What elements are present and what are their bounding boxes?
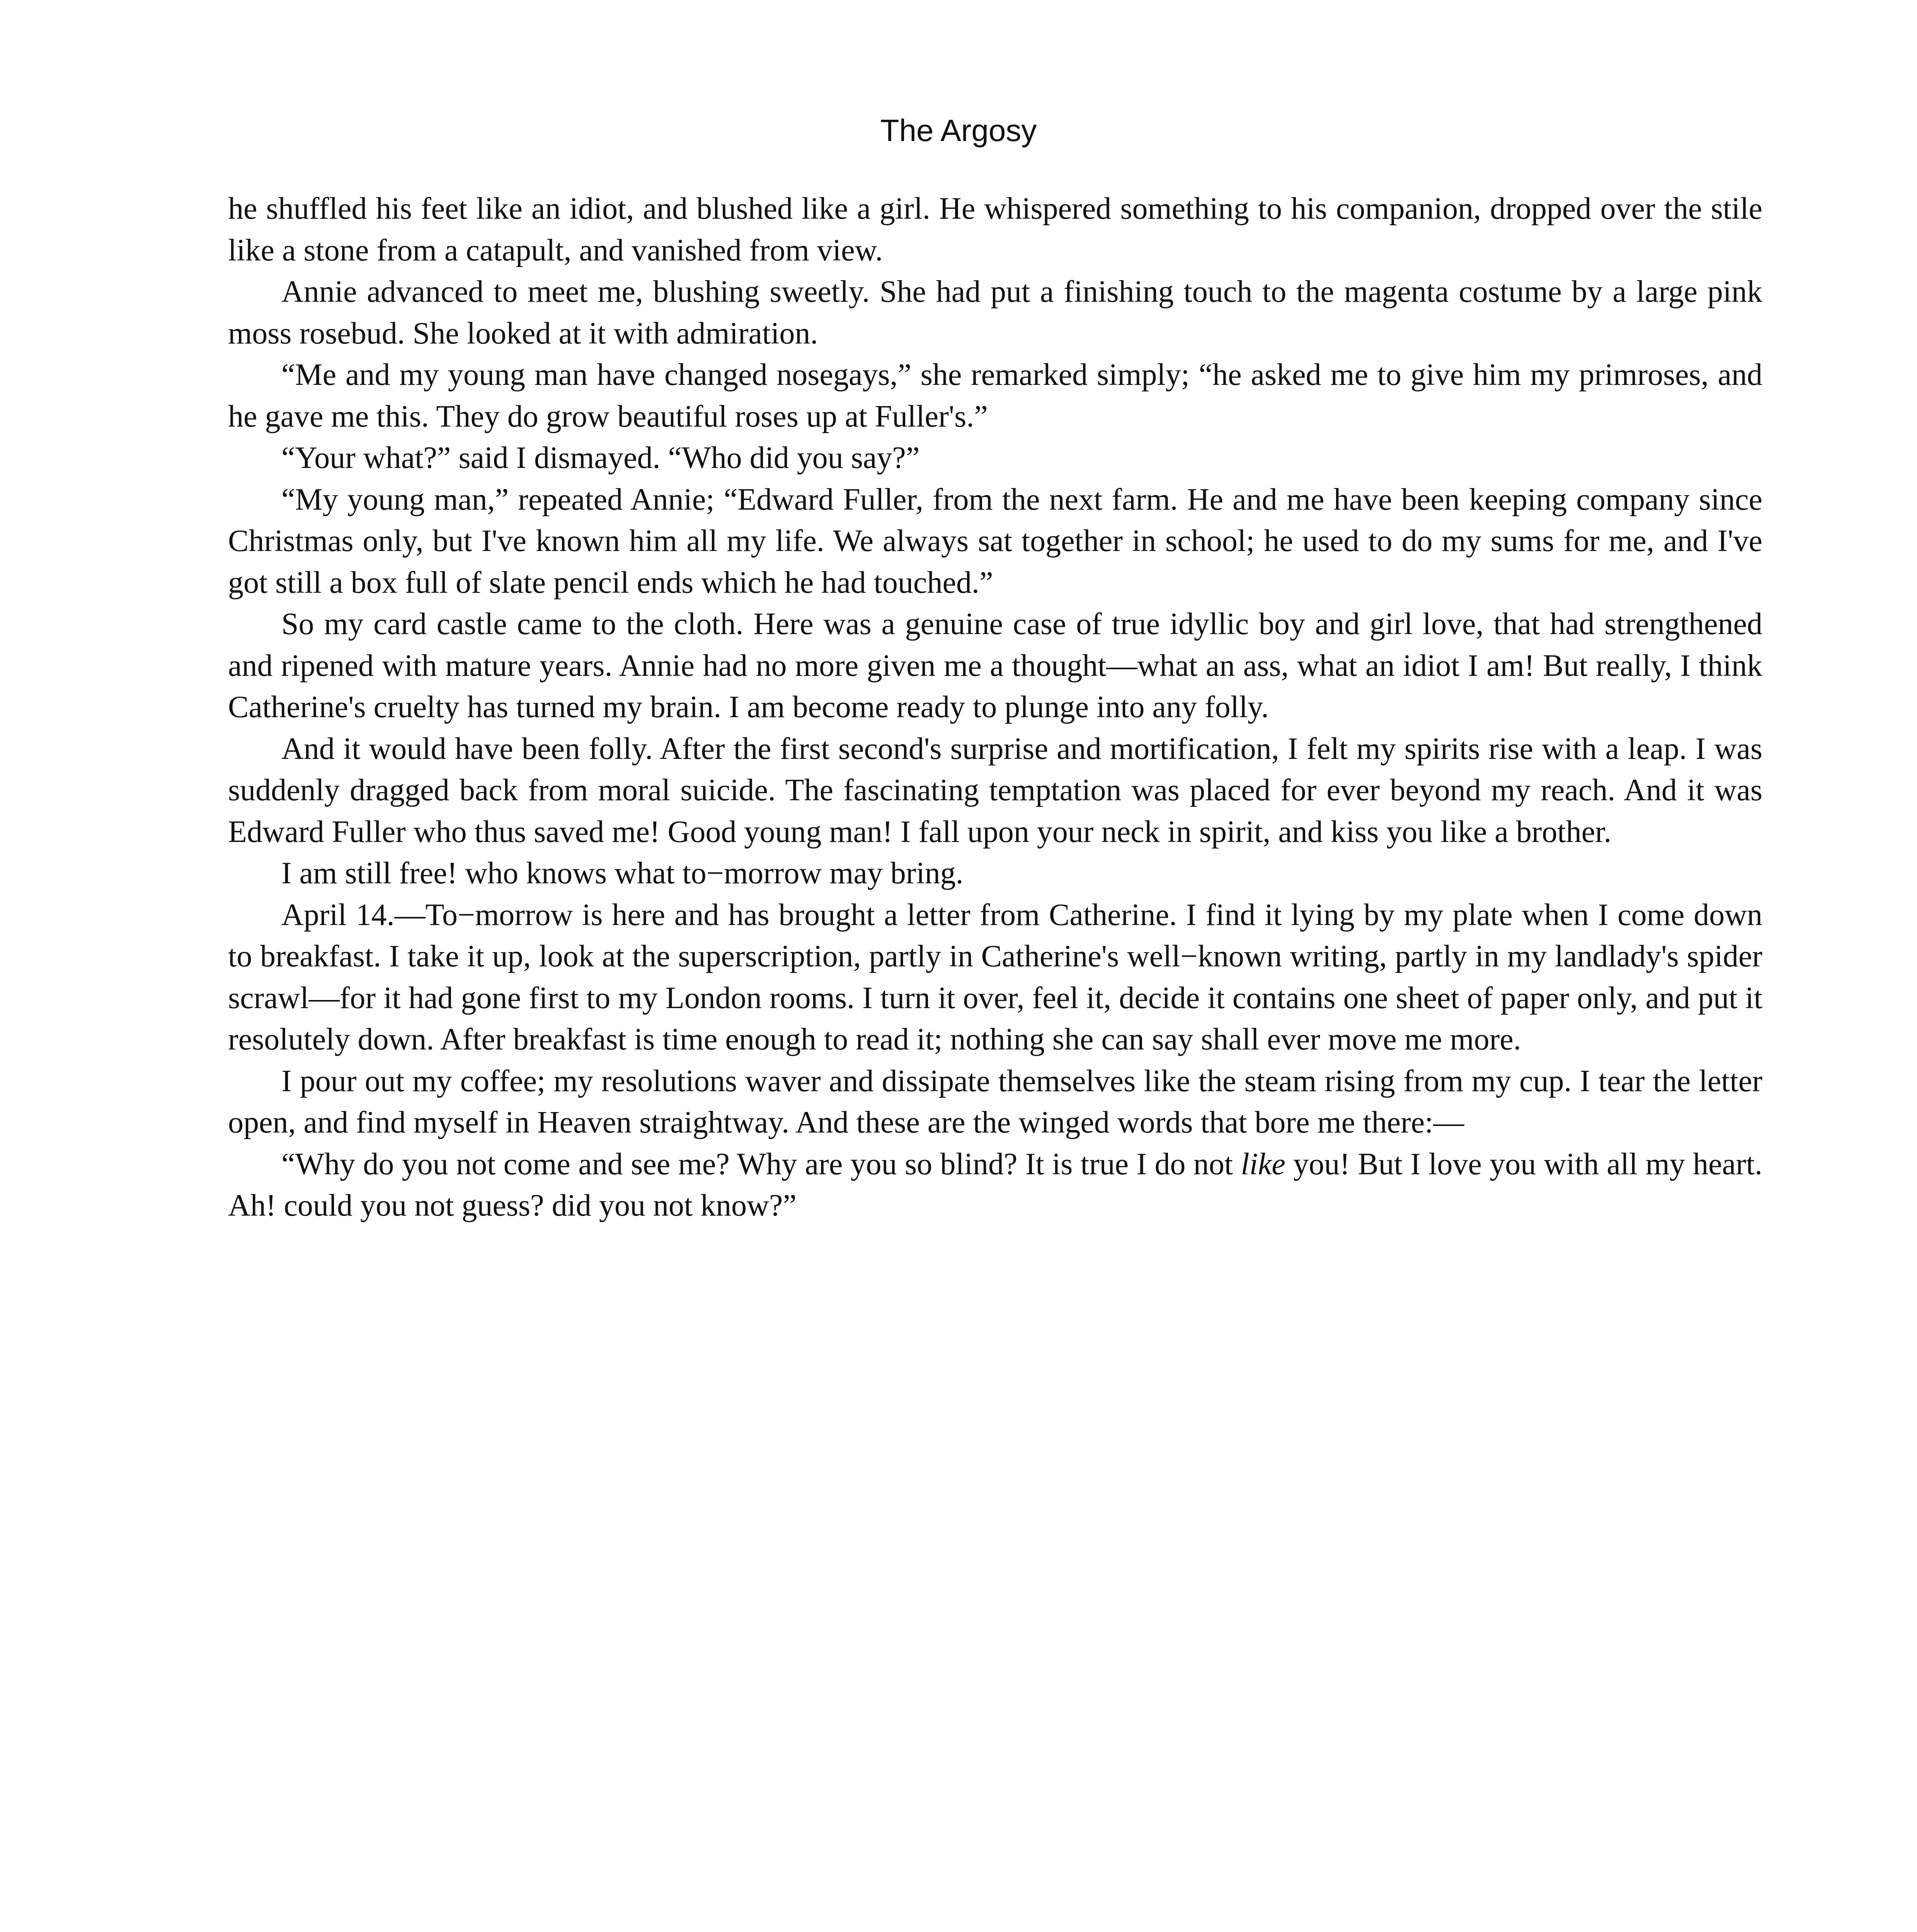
body-text bbox=[228, 188, 1762, 1227]
running-head: The Argosy bbox=[880, 113, 1037, 148]
emphasis-word: like bbox=[1241, 1147, 1285, 1181]
paragraph: Annie advanced to meet me, blushing sweetly. She had put a finishing touch to the magenta costume by a large pink moss rosebud. She looked at it with admiration. bbox=[228, 275, 1762, 350]
paragraph: April 14.—To−morrow is here and has brought a letter from Catherine. I find it lying by my plate when I come down to breakfast. I take it up, look at the superscription, partly in Catherine's well−known writing, partly in my landlady's spider scrawl—for it had gone first to my London rooms. I turn it over, feel it, decide it contains one sheet of paper only, and put it resolutely down. After breakfast is time enough to read it; nothing she can say shall ever move me more. bbox=[228, 898, 1762, 1056]
paragraph: And it would have been folly. After the first second's surprise and mortification, I felt my spirits rise with a leap. I was suddenly dragged back from moral suicide. The fascinating temptation was placed for ever beyond my reach. And it was Edward Fuller who thus saved me! Good young man! I fall upon your neck in spirit, and kiss you like a brother. bbox=[228, 731, 1762, 849]
paragraph: I am still free! who knows what to−morrow may bring. bbox=[281, 856, 964, 890]
paragraph: “My young man,” repeated Annie; “Edward Fuller, from the next farm. He and me have been keeping company since Christmas only, but I've known him all my life. We always sat together in school; he used to do my sums for me, and I've got still a box full of slate pencil ends which he had touched.” bbox=[228, 482, 1762, 600]
paragraph: I pour out my coffee; my resolutions waver and dissipate themselves like the steam rising from my cup. I tear the letter open, and find myself in Heaven straightway. And these are the winged words that bore me there:— bbox=[228, 1064, 1762, 1139]
paragraph: So my card castle came to the cloth. Here was a genuine case of true idyllic boy and girl love, that had strengthened and ripened with mature years. Annie had no more given me a thought—what an ass, what an idiot I am! But really, I think Catherine's cruelty has turned my brain. I am become ready to plunge into any folly. bbox=[228, 607, 1762, 724]
quote-text: you! But I love you with all my heart. Ah! could you not guess? did you not know?” bbox=[228, 1147, 1762, 1223]
paragraph-letter-quote bbox=[228, 1144, 1762, 1227]
paragraph: “Me and my young man have changed nosegays,” she remarked simply; “he asked me to give him my primroses, and he gave me this. They do grow beautiful roses up at Fuller's.” bbox=[228, 358, 1762, 434]
paragraph: “Your what?” said I dismayed. “Who did you say?” bbox=[281, 441, 920, 475]
paragraph: he shuffled his feet like an idiot, and blushed like a girl. He whispered something to his companion, dropped over the stile like a stone from a catapult, and vanished from view. bbox=[228, 192, 1762, 267]
quote-text: “Why do you not come and see me? Why are you so blind? It is true I do not bbox=[281, 1147, 1241, 1181]
